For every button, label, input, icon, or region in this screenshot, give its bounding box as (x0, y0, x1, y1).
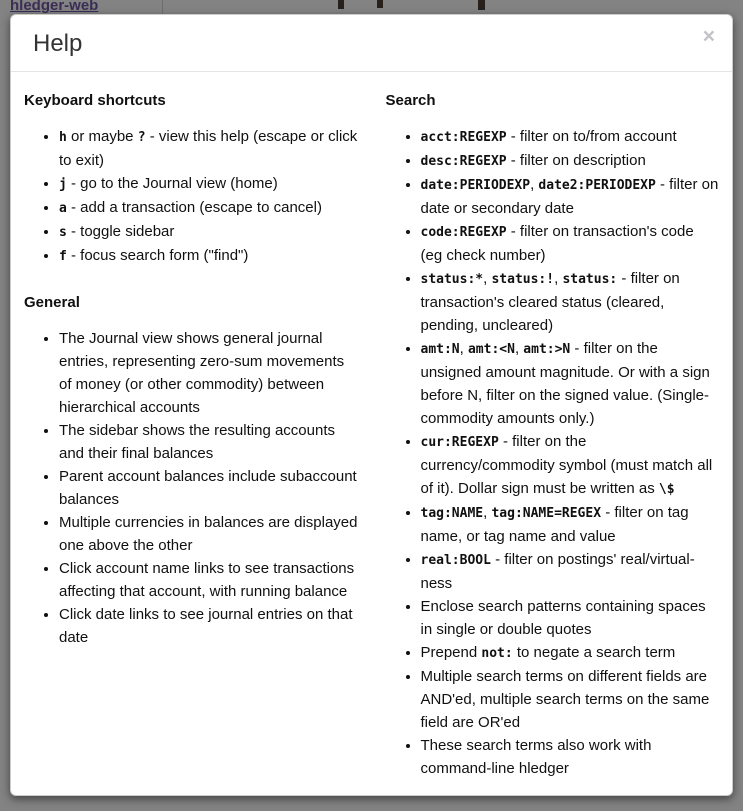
help-section (24, 92, 358, 268)
code-term: amt:>N (523, 342, 571, 357)
code-term: code:REGEXP (420, 225, 507, 240)
code-term: tag:NAME=REGEX (491, 506, 602, 521)
code-term: status:* (420, 272, 484, 287)
close-icon[interactable]: × (702, 25, 715, 48)
help-list-item: • amt:N, amt:<N, amt:>N - filter on the unsigned amount magnitude. Or with a sign before N, filter on the signed value. (Single-commodity amounts only.) (421, 337, 720, 430)
code-term: f (59, 249, 67, 264)
help-column-right (372, 78, 720, 780)
code-term: acct:REGEXP (420, 130, 507, 145)
help-list-item: • tag:NAME, tag:NAME=REGEX - filter on tag name, or tag name and value (421, 501, 720, 548)
code-term: h (59, 130, 67, 145)
help-list-item: • date:PERIODEXP, date2:PERIODEXP - filter on date or secondary date (421, 173, 720, 220)
help-modal-header (11, 15, 732, 72)
help-list-item: • The Journal view shows general journal entries, representing zero-sum movements of money (or other commodity) between hierarchical accounts (59, 327, 358, 419)
help-list-item: • h or maybe ? - view this help (escape or click to exit) (59, 125, 358, 172)
code-term: date2:PERIODEXP (538, 178, 656, 193)
code-term: date:PERIODEXP (420, 178, 531, 193)
help-list-item: • code:REGEXP - filter on transaction's code (eg check number) (421, 220, 720, 267)
code-term: amt:N (420, 342, 460, 357)
help-list (386, 125, 720, 780)
help-list-item: • real:BOOL - filter on postings' real/virtual-ness (421, 548, 720, 595)
help-list-item: • The sidebar shows the resulting accounts and their final balances (59, 419, 358, 465)
help-column-left (24, 78, 372, 780)
help-list-item: • Multiple currencies in balances are displayed one above the other (59, 511, 358, 557)
help-list-item: • j - go to the Journal view (home) (59, 172, 358, 196)
code-term: amt:<N (467, 342, 515, 357)
help-list-item: • s - toggle sidebar (59, 220, 358, 244)
help-list-item: • Parent account balances include subaccount balances (59, 465, 358, 511)
help-list-item: • These search terms also work with command-line hledger (421, 734, 720, 780)
help-section (386, 92, 720, 780)
code-term: \$ (658, 482, 675, 497)
help-list-item: • Multiple search terms on different fields are AND'ed, multiple search terms on the same field are OR'ed (421, 665, 720, 734)
code-term: ? (137, 130, 146, 145)
help-modal-title: Help (33, 30, 83, 57)
help-list (24, 125, 358, 268)
code-term: a (59, 201, 67, 216)
help-list (24, 327, 358, 649)
help-modal-body (11, 72, 732, 796)
help-list-item: • f - focus search form ("find") (59, 244, 358, 268)
code-term: s (59, 225, 67, 240)
help-list-item: • a - add a transaction (escape to cancel) (59, 196, 358, 220)
help-list-item: • cur:REGEXP - filter on the currency/commodity symbol (must match all of it). Dollar sign must be written as \$ (421, 430, 720, 501)
hledger-web-link: hledger-web (10, 0, 99, 14)
code-term: j (59, 177, 67, 192)
help-modal (10, 14, 733, 796)
code-term: status:! (491, 272, 555, 287)
help-list-item: • status:*, status:!, status: - filter on transaction's cleared status (cleared, pending, uncleared) (421, 267, 720, 337)
code-term: desc:REGEXP (420, 154, 507, 169)
help-list-item: • Prepend not: to negate a search term (421, 641, 720, 665)
help-list-item: • Enclose search patterns containing spaces in single or double quotes (421, 595, 720, 641)
help-list-item: • Click account name links to see transactions affecting that account, with running balance (59, 557, 358, 603)
section-heading: General (24, 294, 80, 311)
code-term: real:BOOL (420, 553, 491, 568)
help-section (24, 294, 358, 649)
help-list-item: • Click date links to see journal entries on that date (59, 603, 358, 649)
help-list-item: • acct:REGEXP - filter on to/from account (421, 125, 720, 149)
code-term: status: (562, 272, 618, 287)
code-term: not: (481, 646, 513, 661)
code-term: tag:NAME (420, 506, 484, 521)
section-heading: Keyboard shortcuts (24, 92, 166, 109)
code-term: cur:REGEXP (420, 435, 499, 450)
help-list-item: • desc:REGEXP - filter on description (421, 149, 720, 173)
section-heading: Search (385, 92, 436, 109)
